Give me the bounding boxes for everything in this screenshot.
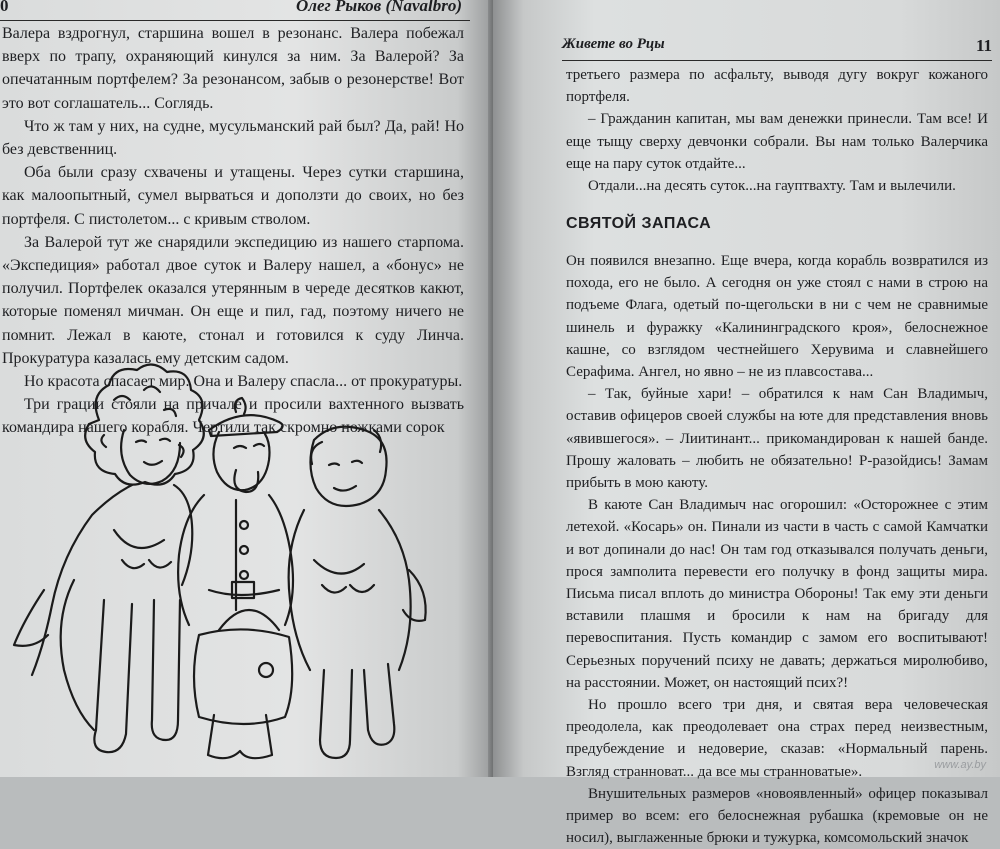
right-page-text-bottom [566,250,988,849]
left-woman-figure [14,364,204,752]
paragraph: – Так, буйные хари! – обратился к нам Сан Владимыч, оставив офицеров своей службы на юте для представления вновь «явившегося». – Лиитинант... прикомандирован к нашей банде. Прошу жаловать – любить не обязательно! Р-разойдись! Замам прибыть в мою каюту. [566,386,988,492]
watermark: www.ay.by [934,759,986,771]
paragraph: – Гражданин капитан, мы вам денежки принесли. Там все! И еще тыщу сверху девчонки собрали. Вы нам только Валерчика еще на пару суток отдайте... [566,111,988,172]
paragraph: В каюте Сан Владимыч нас огорошил: «Осторожнее с этим летехой. «Косарь» он. Пинали из части в часть с самой Камчатки и вот допинали до нас! Он там год отказывался получать деньги, прося замполита перевести его получку в фонд защиты мира. Письма писал вплоть до министра Обороны! Так ему эти деньги вставили плашмя и бросили к нам на бригаду для перевоспитания. Пусть командир с замом его воспитывают! Серьезных поручений психу не давать; держаться миролюбиво, на расстоянии. Может, он настоящий псих?! [566,497,988,691]
left-running-head: Олег Рыков (Navalbro) [295,0,462,15]
paragraph: Три грации стояли на причале и просили вахтенного вызвать командира нашего корабля. Чертили так скромно ножками сорок [2,396,464,437]
left-page [0,0,492,777]
right-page-header [562,34,992,61]
paragraph: Что ж там у них, на судне, мусульманский рай был? Да, рай! Но без девственниц. [2,117,464,159]
paragraph: Отдали...на десять суток...на гауптвахту. Там и вылечили. [588,178,956,195]
paragraph: Внушительных размеров «новоявленный» офицер показывал пример во всем: его белоснежная рубашка (кремовые он не носил), выглаженные брюки и тужурка, комсомольский значок [566,785,988,847]
left-page-number: 0 [0,0,9,15]
right-page-text-top [566,64,988,197]
paragraph: За Валерой тут же снарядили экспедицию из нашего старпома. «Экспедиция» работал двое суток и Валеру нашел, а «бонус» не получил. Портфелек оказался утерянным в череде десятков какют, которые поменял мичман. Он еще и пил, гад, поэтому ничего не помнит. Лежал в каюте, стонал и готовился к суду Линча. Прокуратура казалась ему детским садом. [2,233,464,367]
right-running-head: Живете во Рцы [562,36,665,52]
paragraph: Но прошло всего три дня, и святая вера человеческая преодолела, как преодолевает она страх перед неизвестным, предубеждение и недоверие, сказав: «Нормальный парень. Взгляд странноват... да все мы странноватые». [566,697,988,780]
left-page-header [0,0,470,21]
right-page-number: 11 [975,36,992,55]
section-title: СВЯТОЙ ЗАПАСА [566,215,712,232]
cartoon-illustration [4,360,444,777]
paragraph: Он появился внезапно. Еще вчера, когда корабль возвратился из похода, его не было. А сегодня он уже стоял с нами в строю на подъеме Флага, одетый по-щегольски в ни с чем не сравнимые шинель и фуражку «Калининградского кроя», белоснежное кашне, со взглядом честнейшего Херувима и славнейшего Серафима. Ангел, но явно – не из плавсостава... [566,253,988,381]
paragraph: третьего размера по асфальту, выводя дугу вокруг кожаного портфеля. [566,67,988,106]
paragraph: Но красота спасает мир. Она и Валеру спасла... от прокуратуры. [24,373,463,391]
right-woman-figure [289,427,426,758]
paragraph: Оба были сразу схвачены и утащены. Через сутки старшина, как малоопытный, сумел вырваться и доползти до своих, но без портфеля. С пистолетом... с кривым стволом. [2,164,464,228]
center-officer-figure [178,398,293,758]
paragraph: Валера вздрогнул, старшина вошел в резонанс. Валера побежал вверх по трапу, охраняющий кинулся за ним. За Валерой? За опечатанным портфелем? За резонансом, забыв о резонерстве! Вот это вот соглашатель... Соглядь. [2,25,464,112]
